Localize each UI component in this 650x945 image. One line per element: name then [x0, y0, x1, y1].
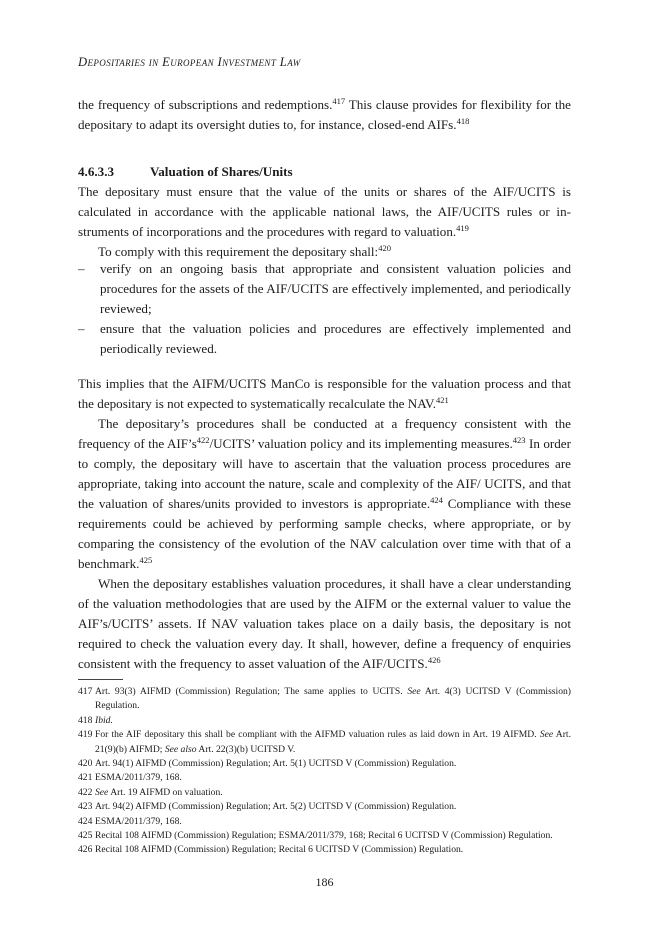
text-run: Art. 22(3)(b) UCITSD V. [196, 743, 296, 755]
footnote-ref: 424 [430, 495, 443, 505]
footnote-number: 425 [78, 830, 93, 842]
section-heading [78, 164, 293, 180]
footnote-ref: 421 [436, 395, 449, 405]
text-run: To comply with this requirement the depositary shall: [98, 244, 379, 259]
footnote [78, 843, 571, 857]
text-run: Art. 4(3) UCITSD V (Commission) Regulation. [95, 686, 571, 712]
text-run: Art. 94(2) AIFMD (Commission) Regulation; Art. 5(2) UCITSD V (Commission) Regulation. [95, 801, 457, 813]
rich-text [78, 95, 571, 135]
footnote-text [95, 801, 456, 812]
footnote [78, 757, 571, 771]
footnote-number: 421 [78, 772, 93, 784]
footnotes [78, 685, 571, 858]
bullet-text: verify on an ongoing basis that appropriate and consistent valuation policies and procedures for the assets of the AIF/UCITS are effectively implemented, and periodically reviewed; [100, 261, 571, 316]
footnote-number: 420 [78, 758, 93, 770]
text-run: For the AIF depositary this shall be compliant with the AIFMD valuation rules as laid down in Art. 19 AIFMD. [95, 729, 540, 741]
text-run: In order to comply, the depositary will have to ascertain that the valuation process procedures are appropriate, taking into account the nature, scale and complexity of the AIF/ UCITS, and that the valuation of shares/units provided to investors is appropriate. [78, 436, 571, 511]
footnote-number: 419 [78, 729, 93, 741]
footnote-number: 417 [78, 686, 93, 697]
paragraph-responsibility [78, 374, 571, 674]
text-run: the frequency of subscriptions and redemptions. [78, 97, 333, 112]
text-run: Art. 93(3) AIFMD (Commission) Regulation; The same applies to UCITS. [95, 686, 408, 697]
footnote-text [95, 772, 182, 783]
text-run: Compliance with these requirements could be achieved by performing sample checks, where appropriate, or by comparing the consistency of the evolution of the NAV calculation over time with that of a benchmark. [78, 496, 571, 571]
footnote [78, 685, 571, 714]
footnote-ref: 420 [378, 243, 391, 253]
text-run: Art. 21(9)(b) AIFMD; [95, 729, 571, 755]
footnote-rule [78, 679, 123, 680]
footnote [78, 714, 571, 728]
footnote-text [95, 787, 223, 798]
text-run: This clause provides for flexibility for the depositary to adapt its oversight duties to, for instance, closed-end AIFs. [78, 97, 571, 132]
footnote-text [95, 715, 113, 726]
rich-text [78, 574, 571, 674]
list-item [78, 319, 571, 359]
footnote [78, 771, 571, 785]
footnote-ref: 417 [332, 96, 346, 106]
text-run: Art. 19 AIFMD on valuation. [108, 786, 223, 798]
text-run: /UCITS’ valuation policy and its implementing measures. [209, 436, 513, 451]
italic-text: See [95, 786, 109, 798]
rich-text [78, 182, 571, 242]
text-run: ESMA/2011/379, 168. [95, 772, 182, 784]
footnote-ref: 419 [456, 223, 469, 233]
footnote [78, 728, 571, 757]
footnote [78, 786, 571, 800]
rich-text [78, 374, 571, 414]
footnote-number: 424 [78, 815, 93, 827]
italic-text: See [539, 729, 554, 741]
page-number: 186 [315, 875, 334, 889]
text-run: Recital 108 AIFMD (Commission) Regulation; Recital 6 UCITSD V (Commission) Regulation. [95, 844, 464, 856]
footnote-number: 418 [78, 714, 93, 726]
rich-text [78, 414, 571, 574]
footnote-text [95, 758, 456, 769]
text-run: The depositary must ensure that the value of the units or shares of the AIF/UCITS is calculated in accordance with the applicable national laws, the AIF/UCITS rules or instruments of incorporations and the procedures with regard to valuation. [78, 184, 571, 239]
section-title: Valuation of Shares/Units [150, 164, 293, 179]
footnote-ref: 418 [456, 116, 470, 126]
footnote-ref: 423 [512, 435, 526, 445]
footnote-ref: 425 [139, 555, 153, 565]
text-run: Recital 108 AIFMD (Commission) Regulation; ESMA/2011/379, 168; Recital 6 UCITSD V (Commission) Regulation. [95, 830, 553, 842]
running-head: Depositaries in European Investment Law [78, 55, 301, 69]
footnote-ref: 426 [427, 655, 441, 665]
footnote-number: 426 [78, 844, 93, 856]
section-number: 4.6.3.3 [78, 164, 115, 179]
text-run: Art. 94(1) AIFMD (Commission) Regulation; Art. 5(1) UCITSD V (Commission) Regulation. [95, 758, 457, 770]
footnote-text [95, 830, 553, 841]
italic-text: Ibid. [95, 714, 113, 726]
bullet-dash: – [78, 261, 85, 276]
text-run: When the depositary establishes valuation procedures, it shall have a clear understanding of the valuation methodologies that are used by the AIFM or the external valuer to value the AIF’s/UCITS’ assets. If NAV valuation takes place on a daily basis, the depositary is not required to check the valuation every day. It shall, however, define a frequency of enquiries consistent with the frequency to asset valuation of the AIF/UCITS. [78, 576, 571, 671]
footnote-text [95, 686, 571, 711]
italic-text: See also [164, 743, 197, 755]
bullet-list [78, 259, 571, 359]
footnote-text [95, 816, 182, 827]
footnote-number: 422 [78, 786, 93, 798]
text-run: The depositary’s procedures shall be conducted at a frequency consistent with the frequency of the AIF’s [78, 416, 571, 451]
footnote-ref: 422 [196, 435, 210, 445]
footnote-text [95, 844, 463, 855]
footnote [78, 815, 571, 829]
italic-text: See [407, 686, 421, 697]
footnote [78, 829, 571, 843]
bullet-dash: – [78, 321, 85, 336]
footnote [78, 800, 571, 814]
footnote-number: 423 [78, 801, 93, 813]
list-item [78, 259, 571, 319]
text-run: This implies that the AIFM/UCITS ManCo is responsible for the valuation process and that the depositary is not expected to systematically recalculate the NAV. [78, 376, 571, 411]
paragraph-valuation [78, 182, 571, 262]
text-run: ESMA/2011/379, 168. [95, 815, 182, 827]
paragraph-intro [78, 95, 571, 135]
footnote-text [95, 729, 571, 754]
bullet-text: ensure that the valuation policies and procedures are effectively implemented and periodically reviewed. [100, 321, 571, 356]
